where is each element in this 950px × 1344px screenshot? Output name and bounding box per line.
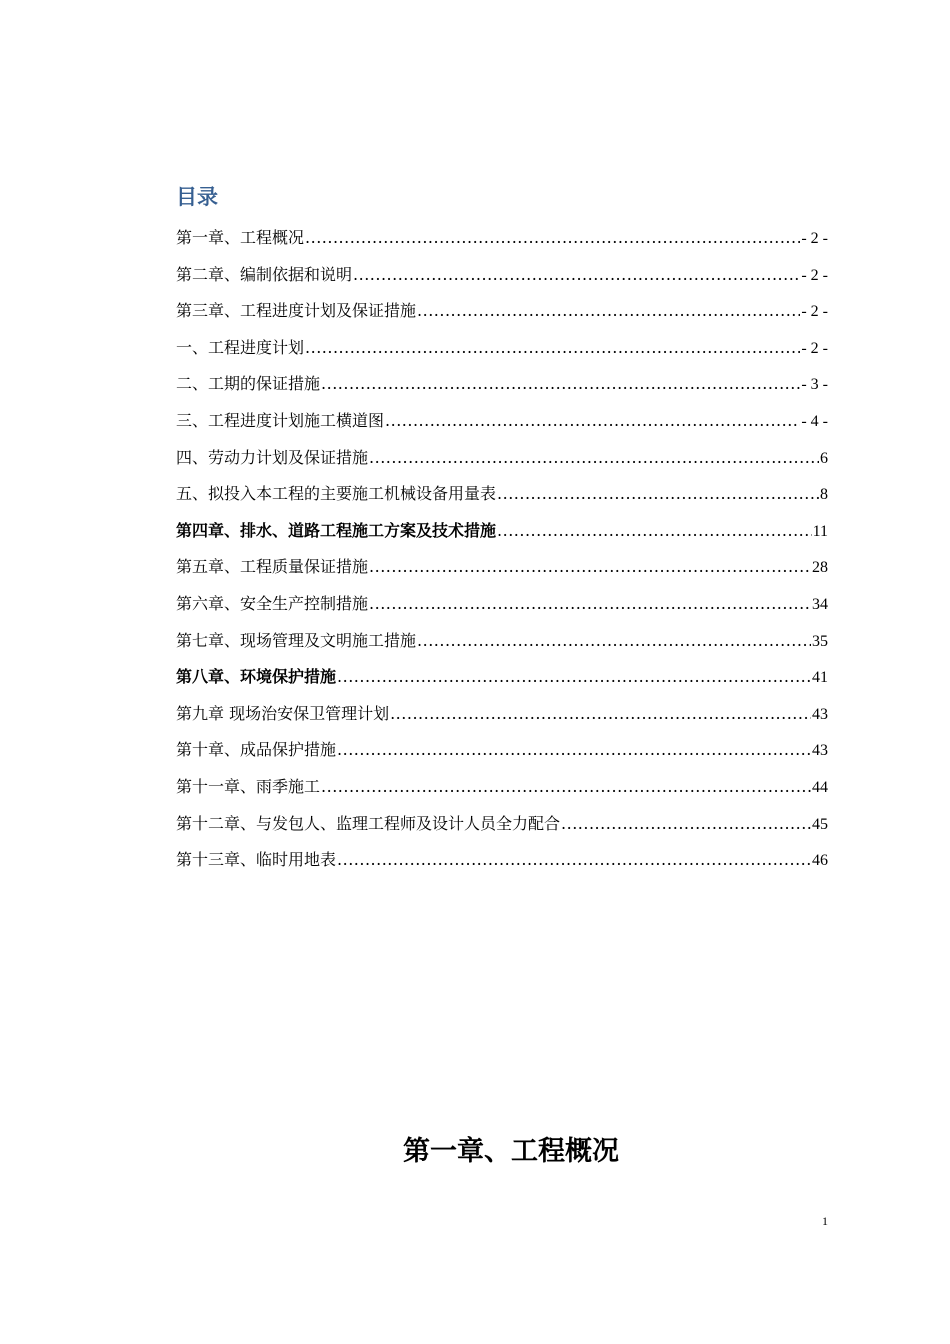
toc-entry-page[interactable]: - 2 - — [801, 266, 828, 284]
toc-entry-title[interactable]: 第七章、现场管理及文明施工措施 — [176, 630, 417, 650]
page-number: 1 — [822, 1214, 828, 1228]
toc-dot-leader — [321, 774, 811, 800]
toc-dot-leader — [369, 591, 811, 617]
toc-entry[interactable] — [176, 591, 828, 628]
toc-entry-page[interactable]: - 3 - — [801, 376, 828, 394]
toc-dot-leader — [337, 664, 811, 690]
toc-entry-title[interactable]: 第十章、成品保护措施 — [176, 740, 337, 760]
toc-dot-leader — [390, 701, 811, 727]
chapter-title: 第一章、工程概况 — [403, 1136, 619, 1167]
toc-entry[interactable] — [176, 262, 828, 299]
toc-entry[interactable] — [176, 628, 828, 665]
toc-entry[interactable] — [176, 811, 828, 848]
toc-entry-page[interactable]: 41 — [812, 669, 828, 687]
toc-dot-leader — [417, 298, 800, 324]
toc-dot-leader — [353, 262, 800, 288]
toc-dot-leader — [497, 481, 819, 507]
toc-entry-page[interactable]: 35 — [812, 632, 828, 650]
toc-entry-page[interactable]: 28 — [812, 559, 828, 577]
toc-entry[interactable] — [176, 445, 828, 482]
toc-entry-page[interactable]: 43 — [812, 742, 828, 760]
toc-dot-leader — [561, 811, 811, 837]
toc-entry-title[interactable]: 第六章、安全生产控制措施 — [176, 593, 369, 613]
toc-entry-page[interactable]: - 2 - — [801, 303, 828, 321]
toc-entry[interactable] — [176, 298, 828, 335]
toc-entry[interactable] — [176, 408, 828, 445]
toc-entry-page[interactable]: 46 — [812, 852, 828, 870]
toc-entry[interactable] — [176, 554, 828, 591]
toc-entry[interactable] — [176, 371, 828, 408]
toc-entry-title[interactable]: 四、劳动力计划及保证措施 — [176, 447, 369, 467]
toc-dot-leader — [305, 335, 800, 361]
toc-entry-page[interactable]: - 2 - — [801, 230, 828, 247]
toc-entry-title[interactable]: 第十二章、与发包人、监理工程师及设计人员全力配合 — [176, 813, 561, 833]
toc-entry-page[interactable]: 6 — [820, 449, 828, 467]
toc-entry-page[interactable]: - 4 - — [801, 412, 828, 430]
toc-dot-leader — [337, 847, 811, 873]
toc-entry-title[interactable]: 五、拟投入本工程的主要施工机械设备用量表 — [176, 484, 497, 504]
toc-entry[interactable] — [176, 737, 828, 774]
toc-entry[interactable] — [176, 335, 828, 372]
toc-entry[interactable] — [176, 701, 828, 738]
toc-entry-page[interactable]: - 2 - — [801, 339, 828, 357]
toc-entry-title[interactable]: 第十一章、雨季施工 — [176, 776, 321, 796]
toc-entry-title[interactable]: 第四章、排水、道路工程施工方案及技术措施 — [176, 520, 497, 540]
toc-dot-leader — [417, 628, 811, 654]
toc-entry-page[interactable]: 11 — [812, 522, 828, 540]
toc-entry-title[interactable]: 第五章、工程质量保证措施 — [176, 557, 369, 577]
toc-dot-leader — [305, 225, 800, 251]
toc-dot-leader — [321, 371, 800, 397]
toc-entry[interactable] — [176, 774, 828, 811]
toc-dot-leader — [497, 518, 812, 544]
toc-entry-title[interactable]: 第二章、编制依据和说明 — [176, 264, 353, 284]
toc-entry-page[interactable]: 44 — [812, 778, 828, 796]
toc-entry-title[interactable]: 一、工程进度计划 — [176, 337, 305, 357]
toc-entry-title[interactable]: 第八章、环境保护措施 — [176, 667, 337, 687]
toc-heading: 目录 — [176, 185, 218, 209]
toc-entry-title[interactable]: 二、工期的保证措施 — [176, 374, 321, 394]
toc-entry[interactable] — [176, 664, 828, 701]
toc-entry-page[interactable]: 8 — [820, 486, 828, 504]
toc-entry[interactable] — [176, 481, 828, 518]
toc-dot-leader — [369, 554, 811, 580]
toc-entry-title[interactable]: 第十三章、临时用地表 — [176, 850, 337, 870]
toc-entry-page[interactable]: 43 — [812, 705, 828, 723]
toc-dot-leader — [385, 408, 800, 434]
toc-dot-leader — [337, 737, 811, 763]
toc-entry-title[interactable]: 第九章 现场治安保卫管理计划 — [176, 703, 390, 723]
toc-list — [176, 225, 828, 884]
toc-entry-page[interactable]: 45 — [812, 815, 828, 833]
toc-entry-title[interactable]: 第三章、工程进度计划及保证措施 — [176, 301, 417, 321]
toc-entry[interactable] — [176, 225, 828, 262]
toc-entry-title[interactable]: 第一章、工程概况 — [176, 228, 305, 247]
toc-dot-leader — [369, 445, 819, 471]
toc-entry-title[interactable]: 三、工程进度计划施工横道图 — [176, 410, 385, 430]
toc-entry[interactable] — [176, 847, 828, 884]
toc-entry-page[interactable]: 34 — [812, 595, 828, 613]
toc-entry[interactable] — [176, 518, 828, 555]
